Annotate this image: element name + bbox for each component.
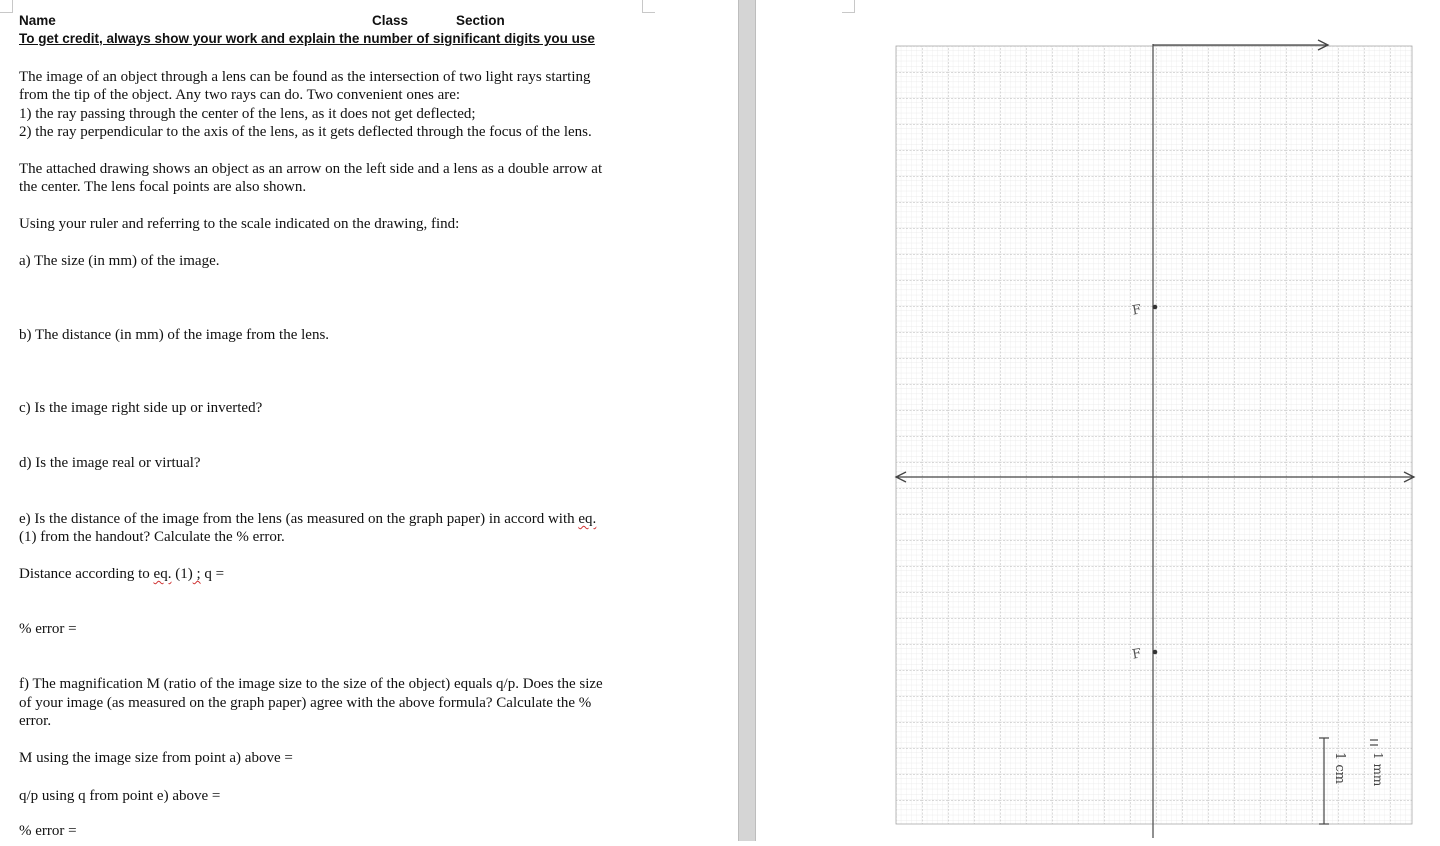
spellcheck-mark: ; (192, 566, 201, 582)
instruction-text: Using your ruler and referring to the scale indicated on the drawing, find: (19, 216, 460, 232)
section-label: Section (456, 13, 505, 28)
distance-label: Distance according to (19, 566, 154, 582)
question-d: d) Is the image real or virtual? (19, 455, 201, 471)
error-line-1: % error = (19, 621, 77, 637)
error-line-2: % error = (19, 823, 77, 839)
focal-point-lower (1153, 650, 1158, 655)
page-corner-mark (842, 0, 855, 13)
drawing-desc-line-2: the center. The lens focal points are also shown. (19, 179, 307, 195)
distance-eq-number: (1) (171, 566, 193, 582)
magnification-line: M using the image size from point a) above = (19, 750, 293, 766)
focal-label-upper: F (1131, 302, 1143, 319)
page-gutter (738, 0, 756, 841)
question-e-text: e) Is the distance of the image from the lens (as measured on the graph paper) in accord with (19, 511, 579, 527)
page-corner-mark (642, 0, 655, 13)
graph-grid (896, 46, 1412, 824)
name-label: Name (19, 13, 56, 28)
question-f-line-2: of your image (as measured on the graph paper) agree with the above formula? Calculate the % (19, 695, 592, 711)
spellcheck-word: eq. (153, 566, 172, 582)
question-e-line-1 (19, 510, 649, 529)
scale-label-mm: 1 mm (1371, 752, 1385, 787)
class-label: Class (372, 13, 409, 28)
intro-line-3: 1) the ray passing through the center of the lens, as it does not get deflected; (19, 106, 476, 122)
graph-paper-page (756, 0, 1440, 841)
qp-line: q/p using q from point e) above = (19, 788, 221, 804)
question-f-line-3: error. (19, 713, 52, 729)
question-b: b) The distance (in mm) of the image from the lens. (19, 327, 330, 343)
credit-instruction: To get credit, always show your work and explain the number of significant digits you use (19, 31, 595, 46)
focal-point-upper (1153, 305, 1158, 310)
question-a: a) The size (in mm) of the image. (19, 253, 220, 269)
question-f-line-1: f) The magnification M (ratio of the image size to the size of the object) equals q/p. Does the size (19, 676, 603, 692)
graph-paper-drawing (756, 0, 1440, 841)
distance-line (19, 565, 649, 584)
question-e-line-2: (1) from the handout? Calculate the % error. (19, 529, 285, 545)
intro-line-1: The image of an object through a lens can be found as the intersection of two light rays starting (19, 69, 591, 85)
distance-q-label: q = (200, 566, 225, 582)
page-corner-mark (0, 0, 13, 13)
drawing-desc-line-1: The attached drawing shows an object as an arrow on the left side and a lens as a double arrow at (19, 161, 603, 177)
focal-label-lower: F (1131, 646, 1143, 663)
intro-line-2: from the tip of the object. Any two rays can do. Two convenient ones are: (19, 87, 461, 103)
scale-label-cm: 1 cm (1332, 752, 1347, 785)
intro-line-4: 2) the ray perpendicular to the axis of the lens, as it gets deflected through the focus of the lens. (19, 124, 592, 140)
spellcheck-word: eq. (578, 511, 597, 527)
question-c: c) Is the image right side up or inverted? (19, 400, 263, 416)
